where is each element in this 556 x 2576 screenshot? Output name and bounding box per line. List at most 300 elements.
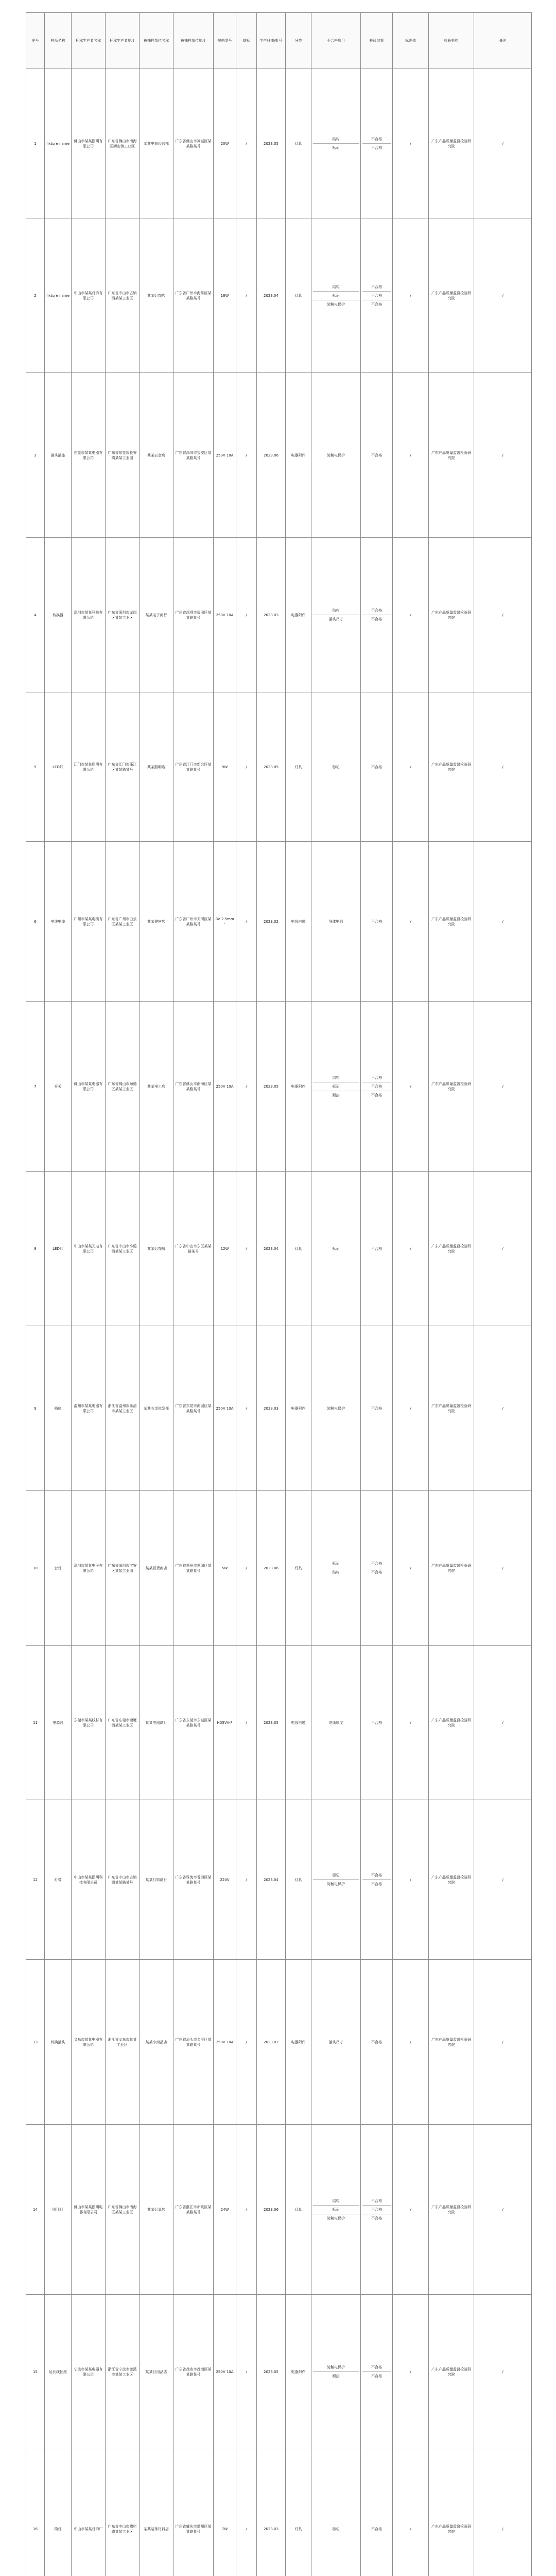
table-row xyxy=(26,1960,532,2125)
table-row xyxy=(26,1646,532,1800)
cell-producer: 佛山市某某照明有限公司 xyxy=(72,69,106,218)
cell-note: / xyxy=(474,1172,532,1326)
cell-lab: 广东产品质量监督检验研究院 xyxy=(429,842,474,1002)
cell-cls: 电器附件 xyxy=(286,1326,311,1491)
cell-lab: 广东产品质量监督检验研究院 xyxy=(429,692,474,842)
cell-std: / xyxy=(393,2449,429,2576)
cell-producer: 佛山市某某电器有限公司 xyxy=(72,1002,106,1172)
cell-lab: 广东产品质量监督检验研究院 xyxy=(429,1326,474,1491)
cell-date: 2023.05 xyxy=(257,692,286,842)
result-value: 不合格 xyxy=(371,2040,382,2044)
cell-name: 电源线 xyxy=(45,1646,72,1800)
cell-std: / xyxy=(393,373,429,538)
cell-lab: 广东产品质量监督检验研究院 xyxy=(429,1960,474,2125)
header-cell: 序号 xyxy=(26,13,45,69)
cell-no: 14 xyxy=(26,2125,45,2295)
header-cell: 检验结果 xyxy=(361,13,393,69)
table-row xyxy=(26,538,532,692)
result-value: 不合格 xyxy=(371,765,382,769)
cell-uaddr: 广东省东莞市南城区某某路某号 xyxy=(173,1326,214,1491)
header-cell: 标称生产者名称 xyxy=(72,13,106,69)
cell-paddr: 广东省中山市古镇镇某某路某号 xyxy=(106,1800,140,1960)
cell-spec: 24W xyxy=(214,2125,236,2295)
cell-unit: 某某电器经营部 xyxy=(140,69,173,218)
cell-paddr: 广东省佛山市南海区某某工业区 xyxy=(106,2125,140,2295)
cell-note: / xyxy=(474,2449,532,2576)
cell-std: / xyxy=(393,538,429,692)
cell-producer: 宁波市某某电器有限公司 xyxy=(72,2295,106,2449)
unqualified-item: 标记 xyxy=(313,1871,359,1880)
cell-paddr: 广东省深圳市宝安区某某工业园 xyxy=(106,1491,140,1646)
cell-no: 6 xyxy=(26,842,45,1002)
cell-note: / xyxy=(474,2125,532,2295)
cell-spec: BV 2.5mm² xyxy=(214,842,236,1002)
header-cell: 不合格项目 xyxy=(311,13,361,69)
unqualified-item: 结构 xyxy=(313,606,359,615)
cell-spec: 250V 10A xyxy=(214,1002,236,1172)
cell-date: 2023.06 xyxy=(257,373,286,538)
cell-name: 吸顶灯 xyxy=(45,2125,72,2295)
cell-lab: 广东产品质量监督检验研究院 xyxy=(429,2449,474,2576)
product-sampling-table xyxy=(26,12,532,2576)
cell-brand: / xyxy=(236,1960,257,2125)
cell-std: / xyxy=(393,2295,429,2449)
cell-spec: 220V xyxy=(214,1800,236,1960)
cell-brand: / xyxy=(236,692,257,842)
cell-unit: 某某百货商店 xyxy=(140,1491,173,1646)
result-value: 不合格 xyxy=(371,2216,382,2221)
result-value: 不合格 xyxy=(362,1560,391,1568)
header-cell: 样品名称 xyxy=(45,13,72,69)
cell-spec: 250V 10A xyxy=(214,538,236,692)
cell-std: / xyxy=(393,1172,429,1326)
cell-paddr: 广东省东莞市长安镇某某工业园 xyxy=(106,373,140,538)
cell-unit: 某某日用品店 xyxy=(140,2295,173,2449)
cell-unqualified-items xyxy=(311,373,361,538)
cell-paddr: 广东省中山市横栏镇某某工业区 xyxy=(106,2449,140,2576)
result-value: 不合格 xyxy=(371,2374,382,2378)
unqualified-item: 标记 xyxy=(313,292,359,300)
cell-paddr: 广东省佛山市南海区狮山镇工业区 xyxy=(106,69,140,218)
cell-uaddr: 广东省深圳市福田区某某路某号 xyxy=(173,538,214,692)
unqualified-item: 结构 xyxy=(313,2197,359,2206)
result-value: 不合格 xyxy=(362,1074,391,1082)
cell-unit: 某某建材店 xyxy=(140,842,173,1002)
cell-uaddr: 广东省江门市新会区某某路某号 xyxy=(173,692,214,842)
cell-std: / xyxy=(393,1326,429,1491)
cell-paddr: 广东省东莞市塘厦镇某某工业区 xyxy=(106,1646,140,1800)
table-row xyxy=(26,1326,532,1491)
cell-date: 2023.04 xyxy=(257,1800,286,1960)
table-row xyxy=(26,1172,532,1326)
cell-no: 4 xyxy=(26,538,45,692)
cell-date: 2023.05 xyxy=(257,2295,286,2449)
cell-results xyxy=(361,1002,393,1172)
header-cell: 检验机构 xyxy=(429,13,474,69)
unqualified-item: 结构 xyxy=(313,1074,359,1082)
cell-date: 2023.04 xyxy=(257,1172,286,1326)
cell-unit: 某某电器商行 xyxy=(140,1646,173,1800)
cell-name: 插头插座 xyxy=(45,373,72,538)
cell-unqualified-items xyxy=(311,1491,361,1646)
cell-paddr: 浙江省温州市乐清市某某工业区 xyxy=(106,1326,140,1491)
unqualified-item: 防触电保护 xyxy=(327,302,345,307)
unqualified-item: 标记 xyxy=(332,765,340,769)
cell-unqualified-items xyxy=(311,2125,361,2295)
cell-spec: 9W xyxy=(214,692,236,842)
cell-unqualified-items xyxy=(311,1002,361,1172)
result-value: 不合格 xyxy=(362,1871,391,1880)
cell-cls: 电器附件 xyxy=(286,538,311,692)
cell-name: 筒灯 xyxy=(45,2449,72,2576)
cell-cls: 灯具 xyxy=(286,1172,311,1326)
cell-std: / xyxy=(393,1491,429,1646)
unqualified-item: 标记 xyxy=(313,2206,359,2214)
cell-lab: 广东产品质量监督检验研究院 xyxy=(429,1172,474,1326)
cell-no: 12 xyxy=(26,1800,45,1960)
result-value: 不合格 xyxy=(362,135,391,144)
cell-name: LED灯 xyxy=(45,692,72,842)
cell-cls: 电线电缆 xyxy=(286,842,311,1002)
cell-note: / xyxy=(474,69,532,218)
cell-std: / xyxy=(393,2125,429,2295)
cell-results xyxy=(361,69,393,218)
cell-producer: 中山市某某光电有限公司 xyxy=(72,1172,106,1326)
unqualified-item: 标记 xyxy=(332,2527,340,2531)
cell-unit: 某某五金店 xyxy=(140,373,173,538)
cell-date: 2023.05 xyxy=(257,69,286,218)
result-value: 不合格 xyxy=(362,2197,391,2206)
cell-note: / xyxy=(474,1960,532,2125)
cell-unqualified-items xyxy=(311,1960,361,2125)
header-cell: 被抽样单位名称 xyxy=(140,13,173,69)
unqualified-item: 结构 xyxy=(313,135,359,144)
cell-lab: 广东产品质量监督检验研究院 xyxy=(429,1800,474,1960)
cell-name: 转换器 xyxy=(45,538,72,692)
cell-spec: 20W xyxy=(214,69,236,218)
cell-std: / xyxy=(393,1800,429,1960)
cell-unqualified-items xyxy=(311,1646,361,1800)
cell-std: / xyxy=(393,69,429,218)
cell-results xyxy=(361,1800,393,1960)
cell-results xyxy=(361,2295,393,2449)
cell-lab: 广东产品质量监督检验研究院 xyxy=(429,1002,474,1172)
cell-lab: 广东产品质量监督检验研究院 xyxy=(429,1491,474,1646)
cell-date: 2023.05 xyxy=(257,1646,286,1800)
cell-no: 3 xyxy=(26,373,45,538)
cell-unqualified-items xyxy=(311,1326,361,1491)
cell-note: / xyxy=(474,218,532,373)
cell-cls: 电器附件 xyxy=(286,1002,311,1172)
cell-spec: 12W xyxy=(214,1172,236,1326)
cell-results xyxy=(361,1326,393,1491)
cell-producer: 江门市某某照明有限公司 xyxy=(72,692,106,842)
cell-name: LED灯 xyxy=(45,1172,72,1326)
cell-date: 2023.04 xyxy=(257,218,286,373)
cell-std: / xyxy=(393,692,429,842)
cell-uaddr: 广东省茂名市茂南区某某路某号 xyxy=(173,2295,214,2449)
table-row xyxy=(26,692,532,842)
cell-date: 2023.02 xyxy=(257,842,286,1002)
cell-spec: 5W xyxy=(214,1491,236,1646)
unqualified-item: 标记 xyxy=(332,1246,340,1251)
cell-name: 转换插头 xyxy=(45,1960,72,2125)
table-row xyxy=(26,1491,532,1646)
cell-producer: 东莞市某某电器有限公司 xyxy=(72,373,106,538)
cell-note: / xyxy=(474,1326,532,1491)
cell-producer: 深圳市某某科技有限公司 xyxy=(72,538,106,692)
cell-note: / xyxy=(474,1002,532,1172)
cell-std: / xyxy=(393,1646,429,1800)
cell-lab: 广东产品质量监督检验研究院 xyxy=(429,218,474,373)
result-value: 不合格 xyxy=(371,919,382,924)
cell-lab: 广东产品质量监督检验研究院 xyxy=(429,2295,474,2449)
cell-uaddr: 广东省湛江市赤坎区某某路某号 xyxy=(173,2125,214,2295)
cell-no: 2 xyxy=(26,218,45,373)
unqualified-item: 导体电阻 xyxy=(328,919,343,924)
cell-lab: 广东产品质量监督检验研究院 xyxy=(429,1646,474,1800)
cell-producer: 中山市某某灯饰厂 xyxy=(72,2449,106,2576)
cell-paddr: 广东省中山市小榄镇某某工业区 xyxy=(106,1172,140,1326)
cell-producer: 广州市某某电缆有限公司 xyxy=(72,842,106,1002)
result-value: 不合格 xyxy=(371,146,382,150)
table-body xyxy=(26,69,532,2576)
cell-cls: 灯具 xyxy=(286,1800,311,1960)
cell-name: fixture name xyxy=(45,218,72,373)
cell-results xyxy=(361,218,393,373)
cell-std: / xyxy=(393,1002,429,1172)
table-row xyxy=(26,1800,532,1960)
header-cell: 分类 xyxy=(286,13,311,69)
cell-brand: / xyxy=(236,2295,257,2449)
cell-note: / xyxy=(474,373,532,538)
cell-name: fixture name xyxy=(45,69,72,218)
unqualified-item: 耐热 xyxy=(332,1093,340,1097)
cell-brand: / xyxy=(236,69,257,218)
cell-results xyxy=(361,692,393,842)
cell-paddr: 广东省江门市蓬江区某某路某号 xyxy=(106,692,140,842)
result-value: 不合格 xyxy=(371,1246,382,1251)
cell-unqualified-items xyxy=(311,218,361,373)
cell-uaddr: 广东省珠海市香洲区某某路某号 xyxy=(173,1800,214,1960)
cell-brand: / xyxy=(236,1002,257,1172)
cell-unit: 某某照明店 xyxy=(140,692,173,842)
cell-spec: H05VV-F xyxy=(214,1646,236,1800)
cell-note: / xyxy=(474,842,532,1002)
unqualified-item: 耐热 xyxy=(332,2374,340,2378)
table-header-row xyxy=(26,13,532,69)
table-row xyxy=(26,373,532,538)
table-row xyxy=(26,69,532,218)
cell-producer: 义乌市某某电器有限公司 xyxy=(72,1960,106,2125)
cell-cls: 电器附件 xyxy=(286,373,311,538)
table-row xyxy=(26,842,532,1002)
cell-brand: / xyxy=(236,1326,257,1491)
cell-brand: / xyxy=(236,218,257,373)
cell-cls: 电线电缆 xyxy=(286,1646,311,1800)
cell-brand: / xyxy=(236,538,257,692)
cell-uaddr: 广东省深圳市宝安区某某路某号 xyxy=(173,373,214,538)
cell-date: 2023.02 xyxy=(257,1960,286,2125)
header-cell: 标称生产者地址 xyxy=(106,13,140,69)
cell-date: 2023.05 xyxy=(257,1002,286,1172)
cell-producer: 中山市某某照明科技有限公司 xyxy=(72,1800,106,1960)
cell-brand: / xyxy=(236,373,257,538)
cell-unit: 某某五金批发部 xyxy=(140,1326,173,1491)
cell-no: 10 xyxy=(26,1491,45,1646)
unqualified-item: 防触电保护 xyxy=(327,1882,345,1886)
header-cell: 规格型号 xyxy=(214,13,236,69)
cell-no: 5 xyxy=(26,692,45,842)
cell-name: 灯带 xyxy=(45,1800,72,1960)
cell-producer: 温州市某某电器有限公司 xyxy=(72,1326,106,1491)
cell-name: 电线电缆 xyxy=(45,842,72,1002)
cell-unit: 某某灯饰店 xyxy=(140,218,173,373)
cell-unit: 某某电工店 xyxy=(140,1002,173,1172)
cell-brand: / xyxy=(236,842,257,1002)
result-value: 不合格 xyxy=(371,1882,382,1886)
cell-producer: 深圳市某某电子有限公司 xyxy=(72,1491,106,1646)
unqualified-item: 标记 xyxy=(332,146,340,150)
cell-paddr: 广东省深圳市龙岗区某某工业区 xyxy=(106,538,140,692)
cell-uaddr: 广东省佛山市禅城区某某路某号 xyxy=(173,69,214,218)
cell-lab: 广东产品质量监督检验研究院 xyxy=(429,69,474,218)
cell-no: 15 xyxy=(26,2295,45,2449)
cell-cls: 灯具 xyxy=(286,2125,311,2295)
cell-results xyxy=(361,373,393,538)
cell-results xyxy=(361,538,393,692)
unqualified-item: 防触电保护 xyxy=(313,2363,359,2372)
cell-name: 开关 xyxy=(45,1002,72,1172)
cell-no: 16 xyxy=(26,2449,45,2576)
cell-note: / xyxy=(474,1800,532,1960)
cell-std: / xyxy=(393,842,429,1002)
cell-brand: / xyxy=(236,1491,257,1646)
cell-unqualified-items xyxy=(311,538,361,692)
cell-results xyxy=(361,842,393,1002)
cell-producer: 东莞市某某线材有限公司 xyxy=(72,1646,106,1800)
cell-uaddr: 广东省中山市东区某某路某号 xyxy=(173,1172,214,1326)
cell-no: 1 xyxy=(26,69,45,218)
result-value: 不合格 xyxy=(362,292,391,300)
cell-no: 13 xyxy=(26,1960,45,2125)
result-value: 不合格 xyxy=(371,1570,382,1574)
cell-spec: 250V 10A xyxy=(214,1960,236,2125)
unqualified-item: 绝缘厚度 xyxy=(328,1720,343,1725)
cell-date: 2023.03 xyxy=(257,1326,286,1491)
unqualified-item: 插头尺寸 xyxy=(328,2040,343,2044)
table-row xyxy=(26,2125,532,2295)
cell-results xyxy=(361,1172,393,1326)
result-value: 不合格 xyxy=(371,1720,382,1725)
cell-note: / xyxy=(474,2295,532,2449)
cell-uaddr: 广东省东莞市东城区某某路某号 xyxy=(173,1646,214,1800)
cell-note: / xyxy=(474,1646,532,1800)
cell-no: 11 xyxy=(26,1646,45,1800)
cell-date: 2023.06 xyxy=(257,1491,286,1646)
cell-std: / xyxy=(393,1960,429,2125)
cell-paddr: 广东省广州市白云区某某工业区 xyxy=(106,842,140,1002)
result-value: 不合格 xyxy=(362,2206,391,2214)
unqualified-item: 标记 xyxy=(313,1560,359,1568)
cell-cls: 电器附件 xyxy=(286,1960,311,2125)
cell-spec: 7W xyxy=(214,2449,236,2576)
cell-name: 台灯 xyxy=(45,1491,72,1646)
cell-date: 2023.03 xyxy=(257,538,286,692)
table-row xyxy=(26,1002,532,1172)
unqualified-item: 防触电保护 xyxy=(327,1406,345,1411)
cell-unit: 某某小商品店 xyxy=(140,1960,173,2125)
result-value: 不合格 xyxy=(362,2363,391,2372)
cell-producer: 佛山市某某照明电器有限公司 xyxy=(72,2125,106,2295)
cell-unqualified-items xyxy=(311,842,361,1002)
result-value: 不合格 xyxy=(362,1082,391,1091)
table-row xyxy=(26,2449,532,2576)
table-row xyxy=(26,2295,532,2449)
cell-spec: 250V 10A xyxy=(214,373,236,538)
cell-unqualified-items xyxy=(311,2295,361,2449)
cell-paddr: 广东省中山市古镇镇某某工业区 xyxy=(106,218,140,373)
cell-no: 8 xyxy=(26,1172,45,1326)
header-cell: 标准值 xyxy=(393,13,429,69)
unqualified-item: 结构 xyxy=(313,283,359,292)
cell-unqualified-items xyxy=(311,1172,361,1326)
cell-producer: 中山市某某灯饰有限公司 xyxy=(72,218,106,373)
cell-results xyxy=(361,1960,393,2125)
unqualified-item: 结构 xyxy=(332,1570,340,1574)
cell-results xyxy=(361,1646,393,1800)
cell-lab: 广东产品质量监督检验研究院 xyxy=(429,373,474,538)
cell-brand: / xyxy=(236,2125,257,2295)
cell-cls: 灯具 xyxy=(286,69,311,218)
cell-no: 9 xyxy=(26,1326,45,1491)
cell-paddr: 浙江省宁波市慈溪市某某工业区 xyxy=(106,2295,140,2449)
cell-date: 2023.06 xyxy=(257,2125,286,2295)
cell-date: 2023.03 xyxy=(257,2449,286,2576)
cell-cls: 灯具 xyxy=(286,1491,311,1646)
cell-uaddr: 广东省肇庆市端州区某某路某号 xyxy=(173,2449,214,2576)
cell-name: 插座 xyxy=(45,1326,72,1491)
cell-spec: 250V 10A xyxy=(214,2295,236,2449)
cell-note: / xyxy=(474,538,532,692)
cell-lab: 广东产品质量监督检验研究院 xyxy=(429,538,474,692)
cell-cls: 电器附件 xyxy=(286,2295,311,2449)
result-value: 不合格 xyxy=(362,606,391,615)
cell-uaddr: 广东省汕头市金平区某某路某号 xyxy=(173,1960,214,2125)
cell-name: 延长线插座 xyxy=(45,2295,72,2449)
header-cell: 被抽样单位地址 xyxy=(173,13,214,69)
cell-brand: / xyxy=(236,1646,257,1800)
cell-uaddr: 广东省佛山市南海区某某路某号 xyxy=(173,1002,214,1172)
header-cell: 生产日期/批号 xyxy=(257,13,286,69)
cell-unit: 某某装饰材料店 xyxy=(140,2449,173,2576)
unqualified-item: 防触电保护 xyxy=(327,2216,345,2221)
result-value: 不合格 xyxy=(371,617,382,621)
header-cell: 备注 xyxy=(474,13,532,69)
cell-lab: 广东产品质量监督检验研究院 xyxy=(429,2125,474,2295)
cell-paddr: 浙江省义乌市某某工业区 xyxy=(106,1960,140,2125)
cell-note: / xyxy=(474,1491,532,1646)
cell-unit: 某某灯具店 xyxy=(140,2125,173,2295)
cell-uaddr: 广东省广州市海珠区某某路某号 xyxy=(173,218,214,373)
cell-cls: 灯具 xyxy=(286,218,311,373)
cell-uaddr: 广东省惠州市惠城区某某路某号 xyxy=(173,1491,214,1646)
cell-uaddr: 广东省广州市天河区某某路某号 xyxy=(173,842,214,1002)
cell-note: / xyxy=(474,692,532,842)
result-value: 不合格 xyxy=(371,1406,382,1411)
unqualified-item: 插头尺寸 xyxy=(328,617,343,621)
cell-std: / xyxy=(393,218,429,373)
